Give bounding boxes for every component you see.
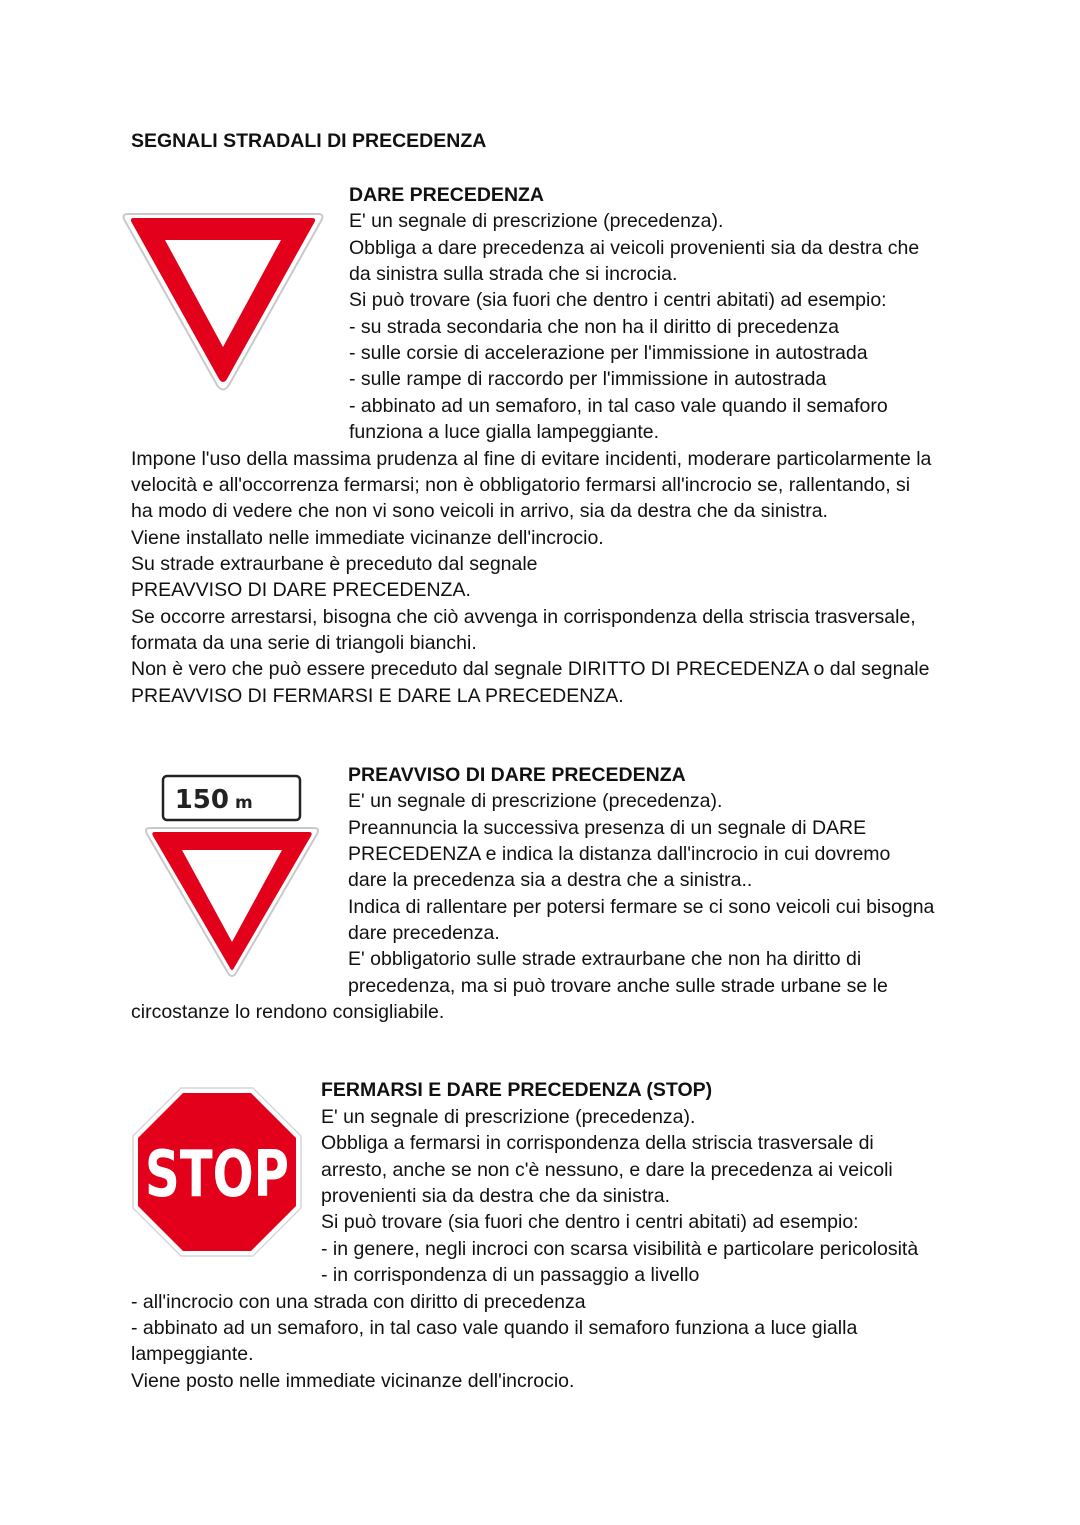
- text-line: circostanze lo rendono consigliabile.: [131, 1001, 445, 1023]
- text-line: - sulle corsie di accelerazione per l'immissione in autostrada: [349, 342, 868, 364]
- sign-distance-unit: m: [235, 793, 253, 813]
- text-line: - abbinato ad un semaforo, in tal caso vale quando il semaforo funziona a luce gialla: [131, 1317, 858, 1339]
- text-line: E' un segnale di prescrizione (precedenza).: [349, 210, 724, 232]
- stop-sign-text: STOP: [145, 1138, 289, 1212]
- text-line: - su strada secondaria che non ha il diritto di precedenza: [349, 316, 839, 338]
- yield-sign-icon: [118, 208, 328, 394]
- sign-distance-value: 150: [174, 785, 229, 815]
- text-line: - sulle rampe di raccordo per l'immissione in autostrada: [349, 368, 827, 390]
- text-line: formata da una serie di triangoli bianchi.: [131, 632, 477, 654]
- text-line: lampeggiante.: [131, 1343, 254, 1365]
- section-heading: PREAVVISO DI DARE PRECEDENZA: [348, 764, 686, 786]
- text-line: Non è vero che può essere preceduto dal segnale DIRITTO DI PRECEDENZA o dal segnale: [131, 658, 930, 680]
- section-heading: FERMARSI E DARE PRECEDENZA (STOP): [321, 1079, 713, 1101]
- text-line: Obbliga a fermarsi in corrispondenza della striscia trasversale di: [321, 1132, 874, 1154]
- stop-sign-icon: [131, 1086, 303, 1258]
- yield-advance-sign-icon: [144, 770, 320, 978]
- text-line: provenienti sia da destra che da sinistra.: [321, 1185, 671, 1207]
- text-line: Se occorre arrestarsi, bisogna che ciò avvenga in corrispondenza della striscia trasversale,: [131, 606, 916, 628]
- text-line: Impone l'uso della massima prudenza al fine di evitare incidenti, moderare particolarmente la: [131, 448, 932, 470]
- text-line: funziona a luce gialla lampeggiante.: [349, 421, 660, 443]
- text-line: Preannuncia la successiva presenza di un segnale di DARE: [348, 817, 867, 839]
- text-line: PRECEDENZA e indica la distanza dall'incrocio in cui dovremo: [348, 843, 891, 865]
- section-heading: DARE PRECEDENZA: [349, 184, 545, 206]
- text-line: - abbinato ad un semaforo, in tal caso vale quando il semaforo: [349, 395, 888, 417]
- text-line: Si può trovare (sia fuori che dentro i centri abitati) ad esempio:: [321, 1211, 859, 1233]
- text-line: dare precedenza.: [348, 922, 500, 944]
- text-line: precedenza, ma si può trovare anche sulle strade urbane se le: [348, 975, 888, 997]
- text-line: E' un segnale di prescrizione (precedenza).: [348, 790, 723, 812]
- text-line: PREAVVISO DI FERMARSI E DARE LA PRECEDENZA.: [131, 685, 624, 707]
- text-line: E' un segnale di prescrizione (precedenza).: [321, 1106, 696, 1128]
- text-line: arresto, anche se non c'è nessuno, e dare la precedenza ai veicoli: [321, 1159, 893, 1181]
- text-line: PREAVVISO DI DARE PRECEDENZA.: [131, 579, 471, 601]
- text-line: Indica di rallentare per potersi fermare se ci sono veicoli cui bisogna: [348, 896, 935, 918]
- text-line: Viene posto nelle immediate vicinanze dell'incrocio.: [131, 1370, 575, 1392]
- text-line: Viene installato nelle immediate vicinanze dell'incrocio.: [131, 527, 604, 549]
- text-line: ha modo di vedere che non vi sono veicoli in arrivo, sia da destra che da sinistra.: [131, 500, 828, 522]
- text-line: Obbliga a dare precedenza ai veicoli provenienti sia da destra che: [349, 237, 920, 259]
- text-line: dare la precedenza sia a destra che a sinistra..: [348, 869, 753, 891]
- text-line: - all'incrocio con una strada con diritto di precedenza: [131, 1291, 586, 1313]
- text-line: Si può trovare (sia fuori che dentro i centri abitati) ad esempio:: [349, 289, 887, 311]
- text-line: velocità e all'occorrenza fermarsi; non è obbligatorio fermarsi all'incrocio se, rallentando, si: [131, 474, 911, 496]
- text-line: da sinistra sulla strada che si incrocia.: [349, 263, 678, 285]
- text-line: E' obbligatorio sulle strade extraurbane che non ha diritto di: [348, 948, 862, 970]
- page-title: SEGNALI STRADALI DI PRECEDENZA: [131, 130, 487, 152]
- text-line: Su strade extraurbane è preceduto dal segnale: [131, 553, 538, 575]
- text-line: - in genere, negli incroci con scarsa visibilità e particolare pericolosità: [321, 1238, 919, 1260]
- text-line: - in corrispondenza di un passaggio a livello: [321, 1264, 700, 1286]
